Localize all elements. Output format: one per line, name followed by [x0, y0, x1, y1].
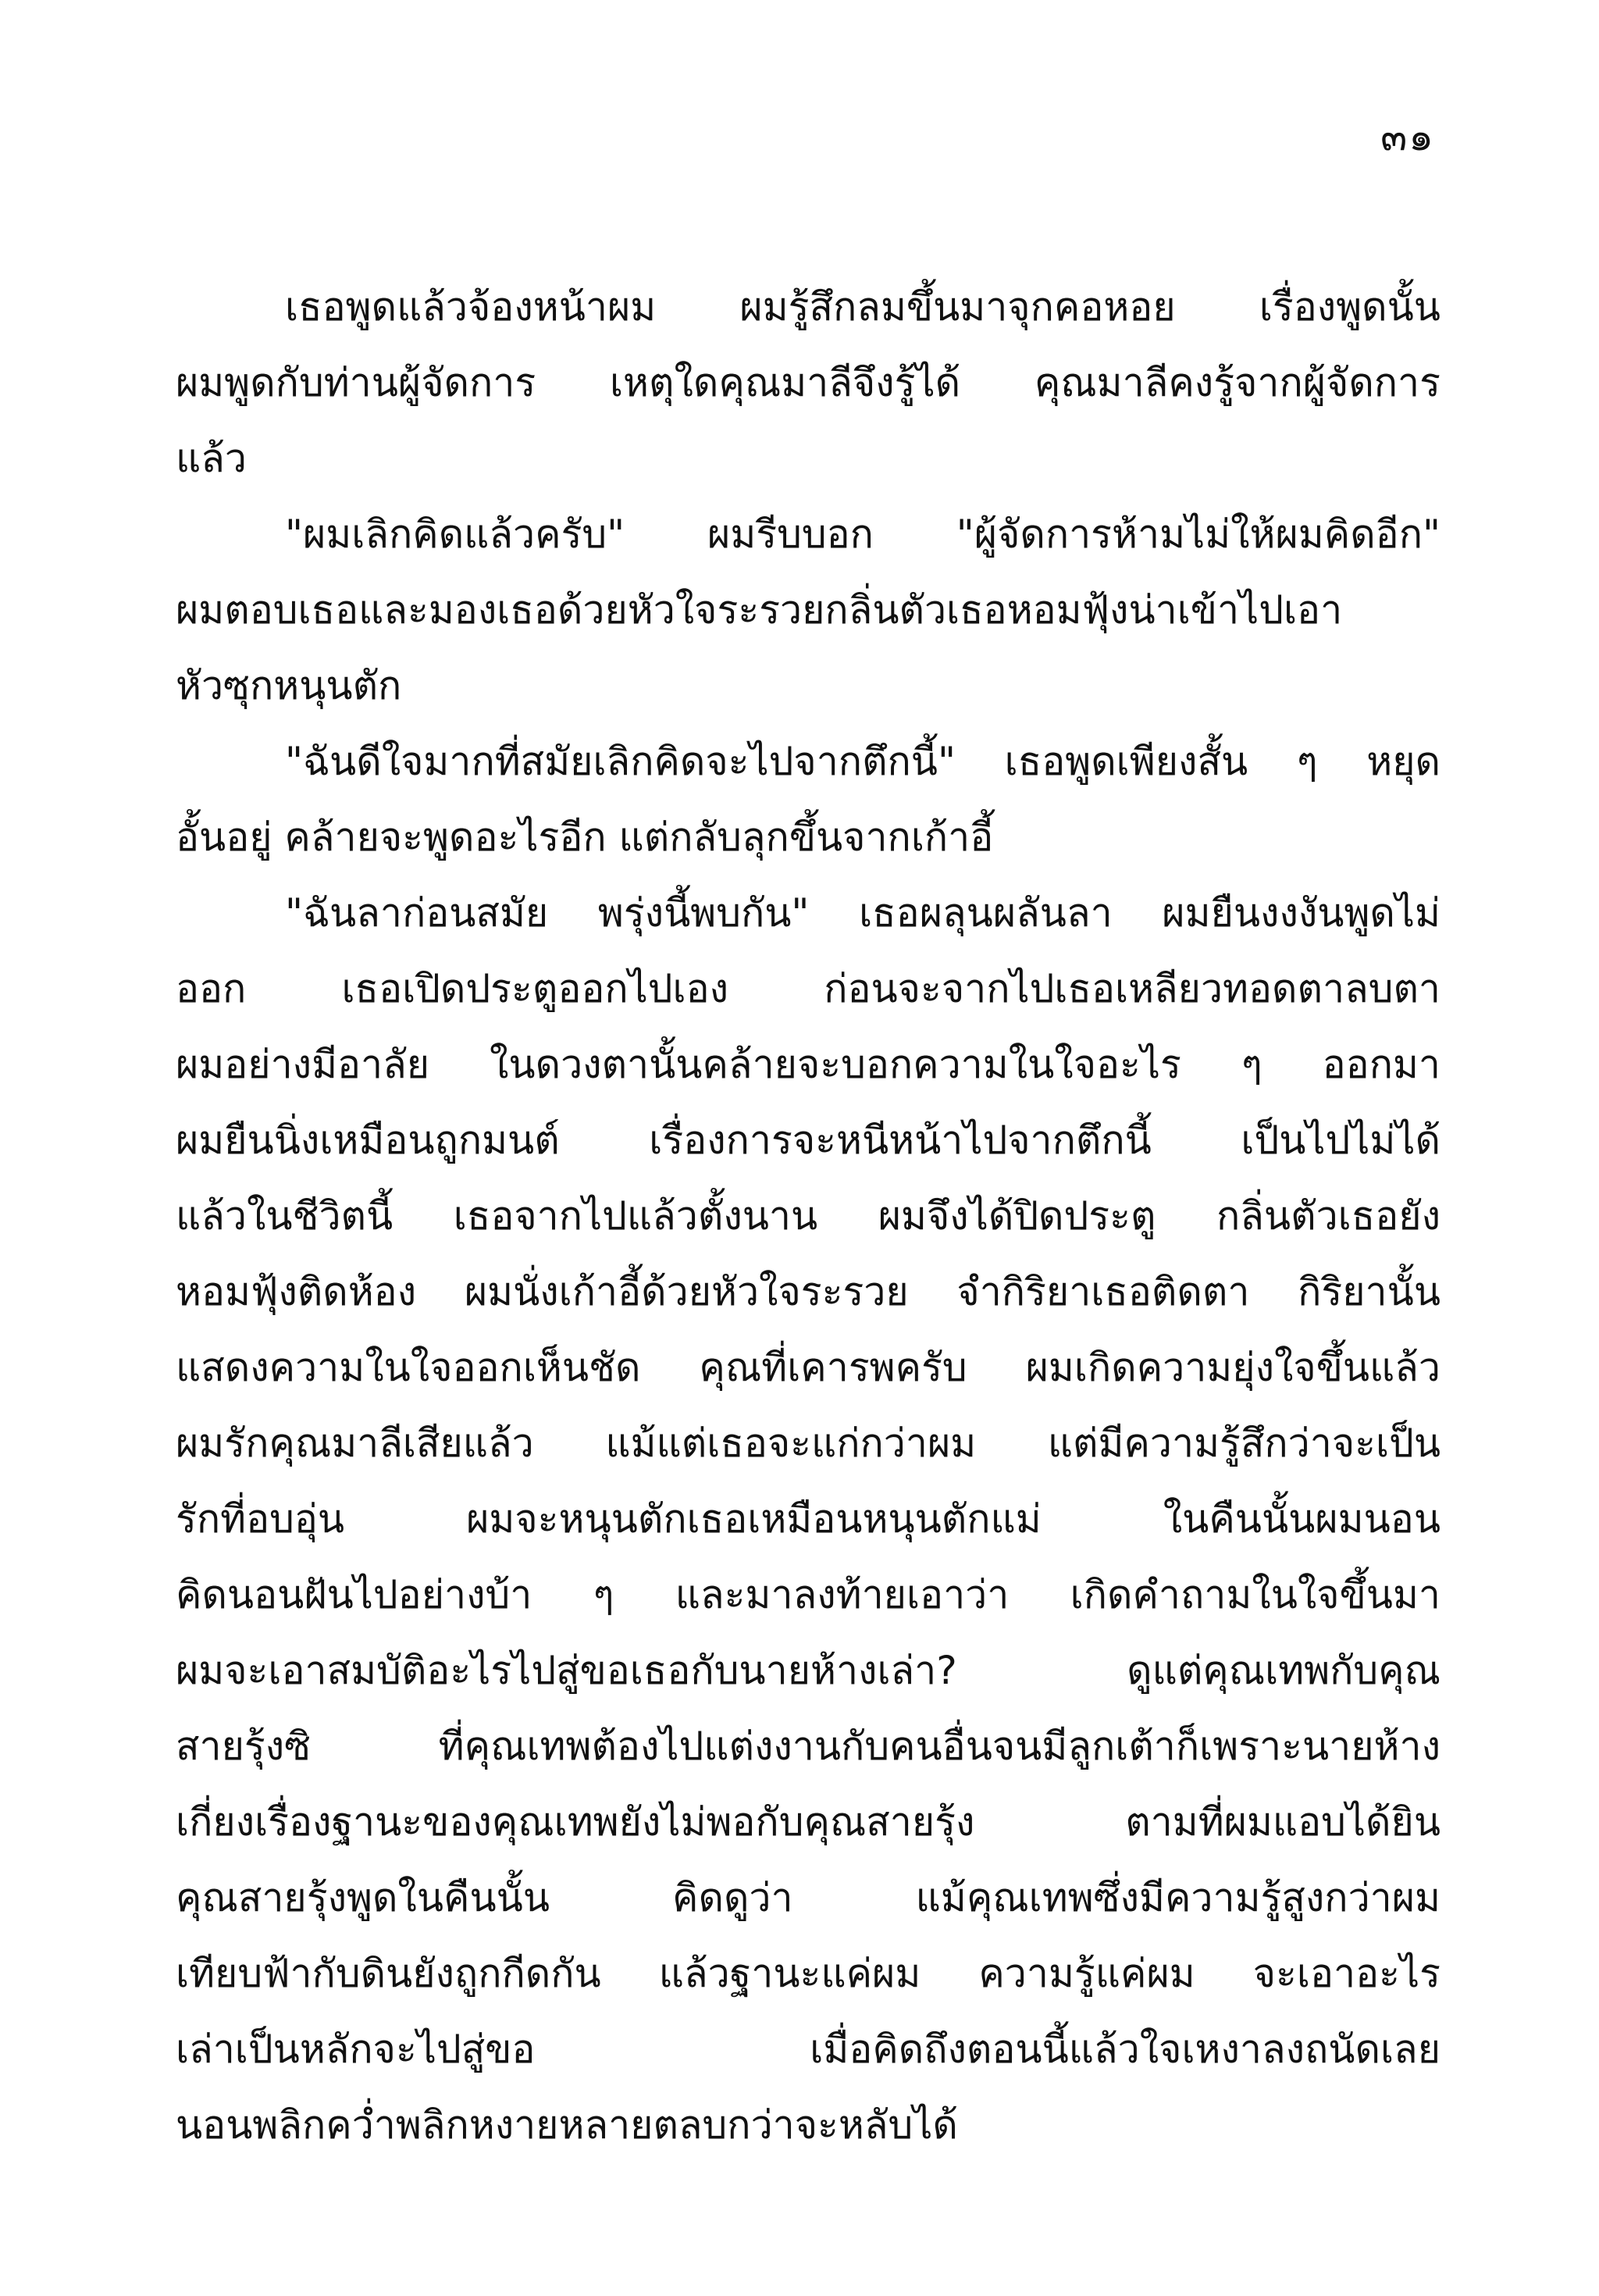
text-line: เล่าเป็นหลักจะไปสู่ขอ เมื่อคิดถึงตอนนี้แล้วใจเหงาลงถนัดเลย	[176, 2027, 1441, 2072]
text-line: ผมรักคุณมาลีเสียแล้ว แม้แต่เธอจะแก่กว่าผม แต่มีความรู้สึกว่าจะเป็น	[176, 1421, 1441, 1466]
body-text	[176, 269, 1441, 2163]
text-line: "ฉันลาก่อนสมัย พรุ่งนี้พบกัน" เธอผลุนผลันลา ผมยืนงงงันพูดไม่	[285, 890, 1441, 936]
text-line: ออก เธอเปิดประตูออกไปเอง ก่อนจะจากไปเธอเหลียวทอดตาลบตา	[176, 966, 1441, 1011]
text-line: คุณสายรุ้งพูดในคืนนั้น คิดดูว่า แม้คุณเทพซึ่งมีความรู้สูงกว่าผม	[176, 1875, 1441, 1920]
text-line: รักที่อบอุ่น ผมจะหนุนตักเธอเหมือนหนุนตักแม่ ในคืนนั้นผมนอน	[176, 1496, 1441, 1542]
text-line: ผมพูดกับท่านผู้จัดการ เหตุใดคุณมาลีจึงรู้ได้ คุณมาลีคงรู้จากผู้จัดการ	[176, 360, 1441, 405]
text-line: "ฉันดีใจมากที่สมัยเลิกคิดจะไปจากตึกนี้" เธอพูดเพียงสั้น ๆ หยุด	[285, 739, 1441, 784]
text-line: แล้วในชีวิตนี้ เธอจากไปแล้วตั้งนาน ผมจึงได้ปิดประตู กลิ่นตัวเธอยัง	[176, 1193, 1441, 1239]
text-line: เทียบฟ้ากับดินยังถูกกีดกัน แล้วฐานะแค่ผม ความรู้แค่ผม จะเอาอะไร	[176, 1951, 1441, 1996]
text-line: ผมจะเอาสมบัติอะไรไปสู่ขอเธอกับนายห้างเล่า? ดูแต่คุณเทพกับคุณ	[176, 1648, 1441, 1693]
text-line: เธอพูดแล้วจ้องหน้าผม ผมรู้สึกลมขึ้นมาจุกคอหอย เรื่องพูดนั้น	[285, 284, 1441, 330]
text-line: แล้ว	[176, 436, 247, 481]
text-line: คิดนอนฝันไปอย่างบ้า ๆ และมาลงท้ายเอาว่า เกิดคำถามในใจขึ้นมา	[176, 1572, 1441, 1617]
text-line: ผมอย่างมีอาลัย ในดวงตานั้นคล้ายจะบอกความในใจอะไร ๆ ออกมา	[176, 1042, 1441, 1087]
text-line: หอมฟุ้งติดห้อง ผมนั่งเก้าอี้ด้วยหัวใจระรวย จำกิริยาเธอติดตา กิริยานั้น	[176, 1269, 1441, 1314]
text-line: เกี่ยงเรื่องฐานะของคุณเทพยังไม่พอกับคุณสายรุ้ง ตามที่ผมแอบได้ยิน	[176, 1799, 1441, 1845]
text-line: ผมตอบเธอและมองเธอด้วยหัวใจระรวยกลิ่นตัวเธอหอมฟุ้งน่าเข้าไปเอา	[176, 587, 1343, 633]
text-line: ผมยืนนิ่งเหมือนถูกมนต์ เรื่องการจะหนีหน้าไปจากตึกนี้ เป็นไปไม่ได้	[176, 1118, 1441, 1163]
text-line: นอนพลิกคว่ำพลิกหงายหลายตลบกว่าจะหลับได้	[176, 2102, 958, 2148]
page-number: ๓๑	[1380, 114, 1435, 159]
text-line: "ผมเลิกคิดแล้วครับ" ผมรีบบอก "ผู้จัดการห้ามไม่ให้ผมคิดอีก"	[285, 512, 1441, 557]
text-line: อั้นอยู่ คล้ายจะพูดอะไรอีก แต่กลับลุกขึ้นจากเก้าอี้	[176, 815, 994, 860]
text-line: หัวซุกหนุนตัก	[176, 663, 402, 708]
text-line: แสดงความในใจออกเห็นชัด คุณที่เคารพครับ ผมเกิดความยุ่งใจขึ้นแล้ว	[176, 1345, 1441, 1390]
text-line: สายรุ้งซิ ที่คุณเทพต้องไปแต่งงานกับคนอื่นจนมีลูกเต้าก็เพราะนายห้าง	[176, 1724, 1441, 1769]
